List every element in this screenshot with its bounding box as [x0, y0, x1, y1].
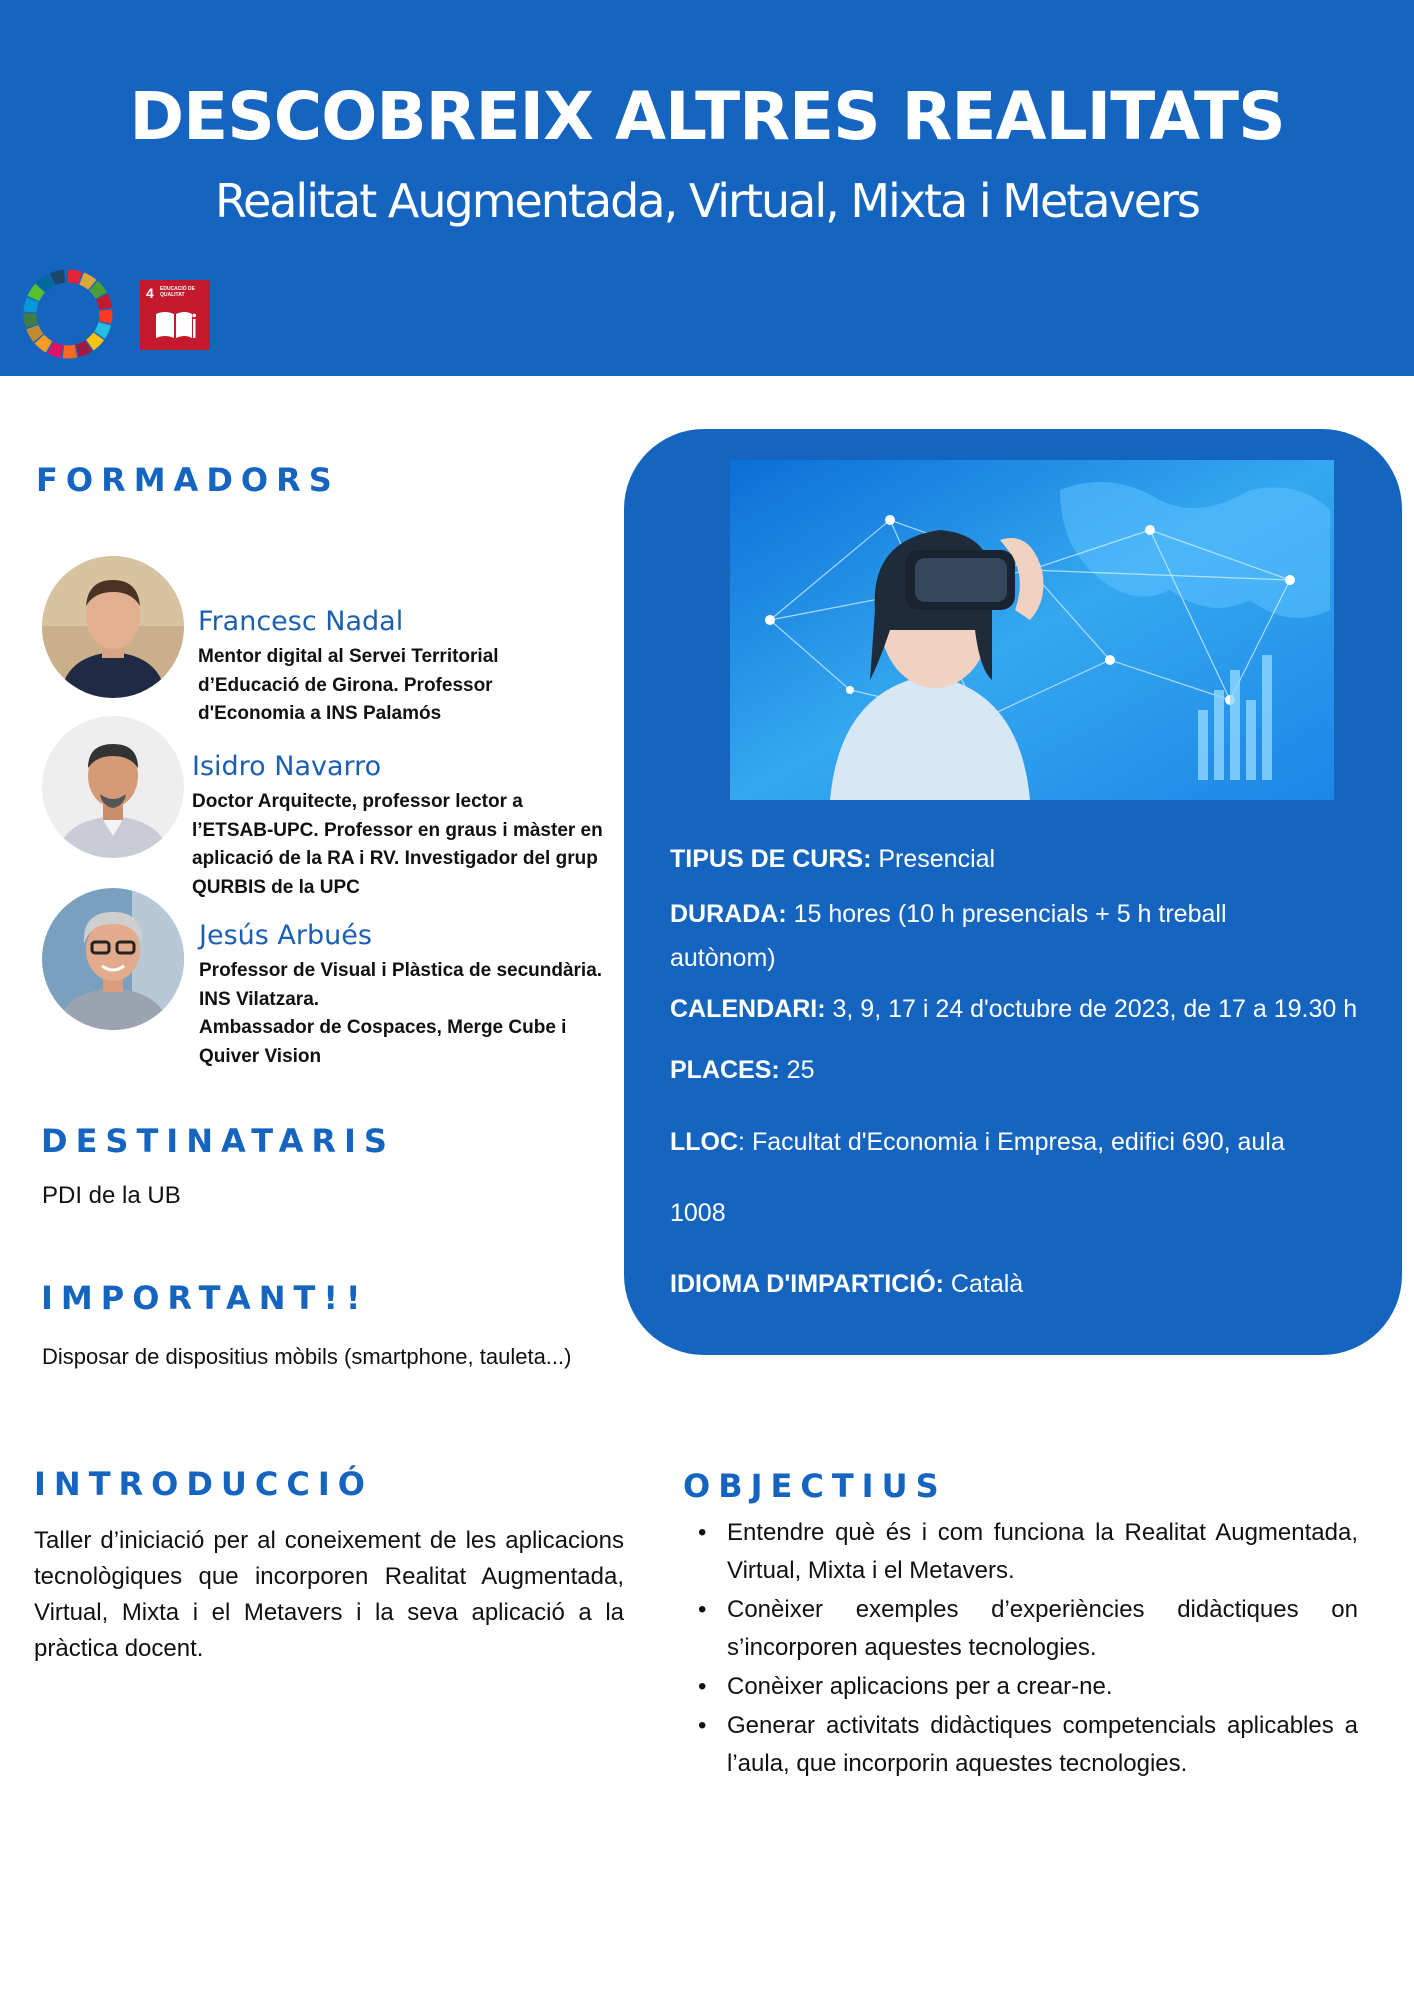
- destinataris-text: PDI de la UB: [42, 1182, 181, 1209]
- sdg-wheel-icon: [22, 268, 114, 360]
- important-text: Disposar de dispositius mòbils (smartphone, tauleta...): [42, 1344, 572, 1369]
- sdg-4-badge: [140, 280, 210, 350]
- introduccio-text: Taller d’iniciació per al coneixement de les aplicacions tecnològiques que incorporen Realitat Augmentada, Virtual, Mixta i el Metavers i la seva aplicació a la pràctica docent.: [34, 1527, 624, 1662]
- trainer-description: Doctor Arquitecte, professor lector a l’ETSAB-UPC. Professor en graus i màster en aplicació de la RA i RV. Investigador del grup QURBIS de la UPC: [192, 791, 603, 898]
- list-item: • Conèixer aplicacions per a crear-ne.: [686, 1668, 1358, 1706]
- avatar-jesus-arbues: [42, 888, 184, 1030]
- list-item: • Conèixer exemples d’experiències didàctiques on s’incorporen aquestes tecnologies.: [686, 1591, 1358, 1667]
- info-idioma: IDIOMA D'IMPARTICIÓ: Català: [670, 1270, 1024, 1298]
- trainer-name: Isidro Navarro: [192, 751, 382, 782]
- introduccio-heading: INTRODUCCIÓ: [34, 1465, 373, 1503]
- sdg-number: 4: [146, 285, 154, 301]
- vr-headset-photo: [730, 460, 1334, 800]
- page-subtitle: Realitat Augmentada, Virtual, Mixta i Metavers: [215, 174, 1199, 228]
- list-item: • Generar activitats didàctiques competencials aplicables a l’aula, que incorporin aquestes tecnologies.: [686, 1707, 1358, 1783]
- header-banner: [0, 0, 1414, 376]
- trainer-name: Francesc Nadal: [198, 606, 404, 637]
- objectius-list: [686, 1514, 1358, 1784]
- info-places: PLACES: 25: [670, 1056, 815, 1084]
- info-tipus-curs: TIPUS DE CURS: Presencial: [670, 845, 996, 873]
- info-lloc: LLOC: Facultat d'Economia i Empresa, edifici 690, aula: [670, 1128, 1285, 1156]
- trainer-description: Professor de Visual i Plàstica de secundària. INS Vilatzara. Ambassador de Cospaces, Merge Cube i Quiver Vision: [199, 960, 603, 1067]
- info-durada: DURADA: 15 hores (10 h presencials + 5 h treball: [670, 900, 1227, 928]
- trainer-name: Jesús Arbués: [199, 920, 372, 951]
- destinataris-heading: DESTINATARIS: [41, 1122, 395, 1160]
- avatar-francesc-nadal: [42, 556, 184, 698]
- avatar-isidro-navarro: [42, 716, 184, 858]
- sdg-label: EDUCACIÓ DE QUALITAT: [160, 286, 196, 298]
- page-title: DESCOBREIX ALTRES REALITATS: [129, 78, 1285, 155]
- info-lloc-cont: 1008: [670, 1199, 726, 1227]
- list-item: • Entendre què és i com funciona la Realitat Augmentada, Virtual, Mixta i el Metavers.: [686, 1514, 1358, 1590]
- book-icon: [154, 310, 196, 340]
- formadors-heading: FORMADORS: [36, 461, 340, 499]
- info-durada-cont: autònom): [670, 944, 776, 972]
- important-heading: IMPORTANT!!: [41, 1279, 369, 1317]
- objectius-heading: OBJECTIUS: [683, 1467, 947, 1505]
- info-calendari: CALENDARI: 3, 9, 17 i 24 d'octubre de 2023, de 17 a 19.30 h: [670, 995, 1358, 1023]
- trainer-description: Mentor digital al Servei Territorial d’Educació de Girona. Professor d'Economia a INS Palamós: [198, 646, 499, 724]
